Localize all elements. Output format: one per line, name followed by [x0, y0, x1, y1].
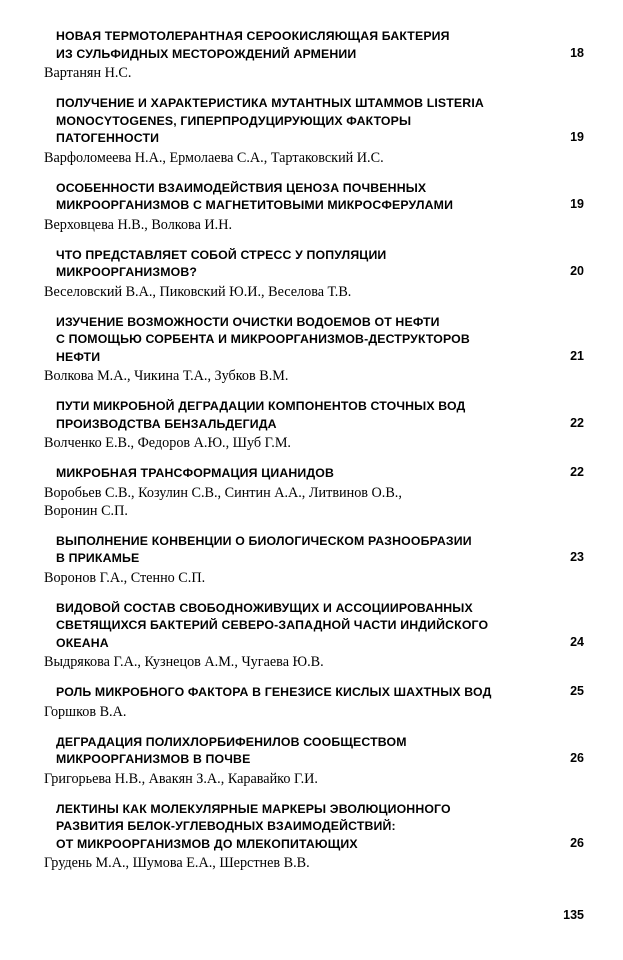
toc-page-number: 22	[570, 415, 584, 430]
toc-title-line: MONOCYTOGENES, ГИПЕРПРОДУЦИРУЮЩИХ ФАКТОРЫ	[56, 113, 412, 128]
toc-entry-title	[44, 465, 584, 483]
toc-title-line: С ПОМОЩЬЮ СОРБЕНТА И МИКРООРГАНИЗМОВ-ДЕСТРУКТОРОВ	[56, 332, 470, 346]
toc-page-number: 22	[570, 465, 584, 479]
toc-page-number: 24	[570, 634, 584, 649]
toc-title-line: ИЗУЧЕНИЕ ВОЗМОЖНОСТИ ОЧИСТКИ ВОДОЕМОВ ОТ НЕФТИ	[56, 314, 440, 329]
toc-entry-authors	[44, 703, 584, 721]
toc-page-number: 26	[570, 835, 584, 850]
toc-entry-authors	[44, 653, 584, 671]
toc-authors-line: Волкова М.А., Чикина Т.А., Зубков В.М.	[44, 368, 289, 384]
toc-authors-line: Волченко Е.В., Федоров А.Ю., Шуб Г.М.	[44, 435, 291, 451]
toc-title-line: РАЗВИТИЯ БЕЛОК-УГЛЕВОДНЫХ ВЗАИМОДЕЙСТВИЙ:	[56, 819, 396, 833]
toc-title-line: РОЛЬ МИКРОБНОГО ФАКТОРА В ГЕНЕЗИСЕ КИСЛЫХ ШАХТНЫХ ВОД	[56, 685, 492, 699]
toc-page-number: 19	[570, 197, 584, 211]
toc-title-line: ПАТОГЕННОСТИ	[56, 131, 160, 145]
toc-authors-line: Воронин С.П.	[44, 502, 128, 519]
toc-title-line: ПРОИЗВОДСТВА БЕНЗАЛЬДЕГИДА	[56, 416, 277, 431]
toc-page-number: 21	[570, 348, 584, 363]
toc-title-line: ЛЕКТИНЫ КАК МОЛЕКУЛЯРНЫЕ МАРКЕРЫ ЭВОЛЮЦИОННОГО	[56, 801, 451, 816]
toc-entry-authors	[44, 434, 584, 452]
toc-entry-authors	[44, 367, 584, 385]
toc-authors-line: Воронов Г.А., Стенно С.П.	[44, 569, 206, 586]
toc-entry-title	[44, 180, 584, 215]
toc-authors-line: Вартанян Н.С.	[44, 65, 132, 81]
toc-title-line: ОТ МИКРООРГАНИЗМОВ ДО МЛЕКОПИТАЮЩИХ	[56, 836, 358, 851]
toc-entry[interactable]	[44, 398, 584, 452]
toc-title-line: ОСОБЕННОСТИ ВЗАИМОДЕЙСТВИЯ ЦЕНОЗА ПОЧВЕННЫХ	[56, 180, 427, 195]
toc-entry-authors	[44, 484, 584, 520]
toc-title-line: МИКРООРГАНИЗМОВ В ПОЧВЕ	[56, 752, 251, 766]
toc-authors-line: Воробьев С.В., Козулин С.В., Синтин А.А., Литвинов О.В.,	[44, 484, 402, 501]
toc-entry-title	[44, 533, 584, 568]
toc-authors-line: Выдрякова Г.А., Кузнецов А.М., Чугаева Ю.В.	[44, 654, 324, 670]
toc-entry[interactable]	[44, 28, 584, 82]
toc-authors-line: Веселовский В.А., Пиковский Ю.И., Веселова Т.В.	[44, 283, 352, 300]
toc-page-number: 26	[570, 751, 584, 765]
toc-entry-title	[44, 95, 584, 148]
toc-title-line: НЕФТИ	[56, 349, 101, 364]
table-of-contents	[44, 28, 584, 885]
toc-entry[interactable]	[44, 314, 584, 386]
toc-entry[interactable]	[44, 734, 584, 788]
toc-title-line: СВЕТЯЩИХСЯ БАКТЕРИЙ СЕВЕРО-ЗАПАДНОЙ ЧАСТИ ИНДИЙСКОГО	[56, 618, 489, 632]
toc-title-line: ВЫПОЛНЕНИЕ КОНВЕНЦИИ О БИОЛОГИЧЕСКОМ РАЗНООБРАЗИИ	[56, 533, 472, 548]
toc-entry-authors	[44, 854, 584, 872]
toc-entry-title	[44, 600, 584, 653]
toc-entry-title	[44, 734, 584, 769]
toc-entry[interactable]	[44, 180, 584, 234]
toc-entry-authors	[44, 770, 584, 788]
toc-title-line: ПУТИ МИКРОБНОЙ ДЕГРАДАЦИИ КОМПОНЕНТОВ СТОЧНЫХ ВОД	[56, 399, 466, 413]
toc-title-line: ОКЕАНА	[56, 635, 109, 650]
toc-title-line: В ПРИКАМЬЕ	[56, 551, 140, 565]
toc-entry[interactable]	[44, 600, 584, 672]
toc-page-number: 20	[570, 264, 584, 278]
toc-entry[interactable]	[44, 684, 584, 721]
toc-page-number: 23	[570, 550, 584, 564]
toc-authors-line: Верховцева Н.В., Волкова И.Н.	[44, 216, 232, 233]
toc-title-line: ВИДОВОЙ СОСТАВ СВОБОДНОЖИВУЩИХ И АССОЦИИРОВАННЫХ	[56, 600, 473, 615]
toc-title-line: ПОЛУЧЕНИЕ И ХАРАКТЕРИСТИКА МУТАНТНЫХ ШТАММОВ LISTERIA	[56, 96, 484, 110]
toc-authors-line: Григорьева Н.В., Авакян З.А., Каравайко Г.И.	[44, 770, 318, 787]
toc-entry-authors	[44, 64, 584, 82]
toc-entry[interactable]	[44, 465, 584, 520]
page-folio: 135	[563, 908, 584, 922]
toc-title-line: НОВАЯ ТЕРМОТОЛЕРАНТНАЯ СЕРООКИСЛЯЮЩАЯ БАКТЕРИЯ	[56, 29, 450, 43]
toc-entry-title	[44, 801, 584, 854]
toc-authors-line: Грудень М.А., Шумова Е.А., Шерстнев В.В.	[44, 855, 310, 871]
toc-authors-line: Горшков В.А.	[44, 703, 127, 720]
toc-title-line: ЧТО ПРЕДСТАВЛЯЕТ СОБОЙ СТРЕСС У ПОПУЛЯЦИИ	[56, 247, 387, 262]
toc-entry-title	[44, 314, 584, 367]
toc-entry[interactable]	[44, 533, 584, 587]
toc-entry-authors	[44, 149, 584, 167]
toc-entry[interactable]	[44, 801, 584, 873]
toc-title-line: ИЗ СУЛЬФИДНЫХ МЕСТОРОЖДЕНИЙ АРМЕНИИ	[56, 46, 357, 61]
toc-entry-title	[44, 684, 584, 702]
toc-title-line: МИКРООРГАНИЗМОВ?	[56, 265, 198, 279]
toc-title-line: МИКРООРГАНИЗМОВ С МАГНЕТИТОВЫМИ МИКРОСФЕРУЛАМИ	[56, 198, 454, 212]
toc-page-number: 19	[570, 130, 584, 144]
toc-entry-title	[44, 28, 584, 63]
toc-page-number: 25	[570, 684, 584, 698]
toc-title-line: ДЕГРАДАЦИЯ ПОЛИХЛОРБИФЕНИЛОВ СООБЩЕСТВОМ	[56, 734, 407, 749]
toc-title-line: МИКРОБНАЯ ТРАНСФОРМАЦИЯ ЦИАНИДОВ	[56, 466, 335, 480]
toc-authors-line: Варфоломеева Н.А., Ермолаева С.А., Тартаковский И.С.	[44, 149, 384, 166]
toc-entry-title	[44, 398, 584, 433]
toc-entry-title	[44, 247, 584, 282]
toc-entry[interactable]	[44, 247, 584, 301]
toc-entry-authors	[44, 569, 584, 587]
toc-entry[interactable]	[44, 95, 584, 167]
toc-entry-authors	[44, 283, 584, 301]
toc-page-number: 18	[570, 45, 584, 60]
toc-entry-authors	[44, 216, 584, 234]
